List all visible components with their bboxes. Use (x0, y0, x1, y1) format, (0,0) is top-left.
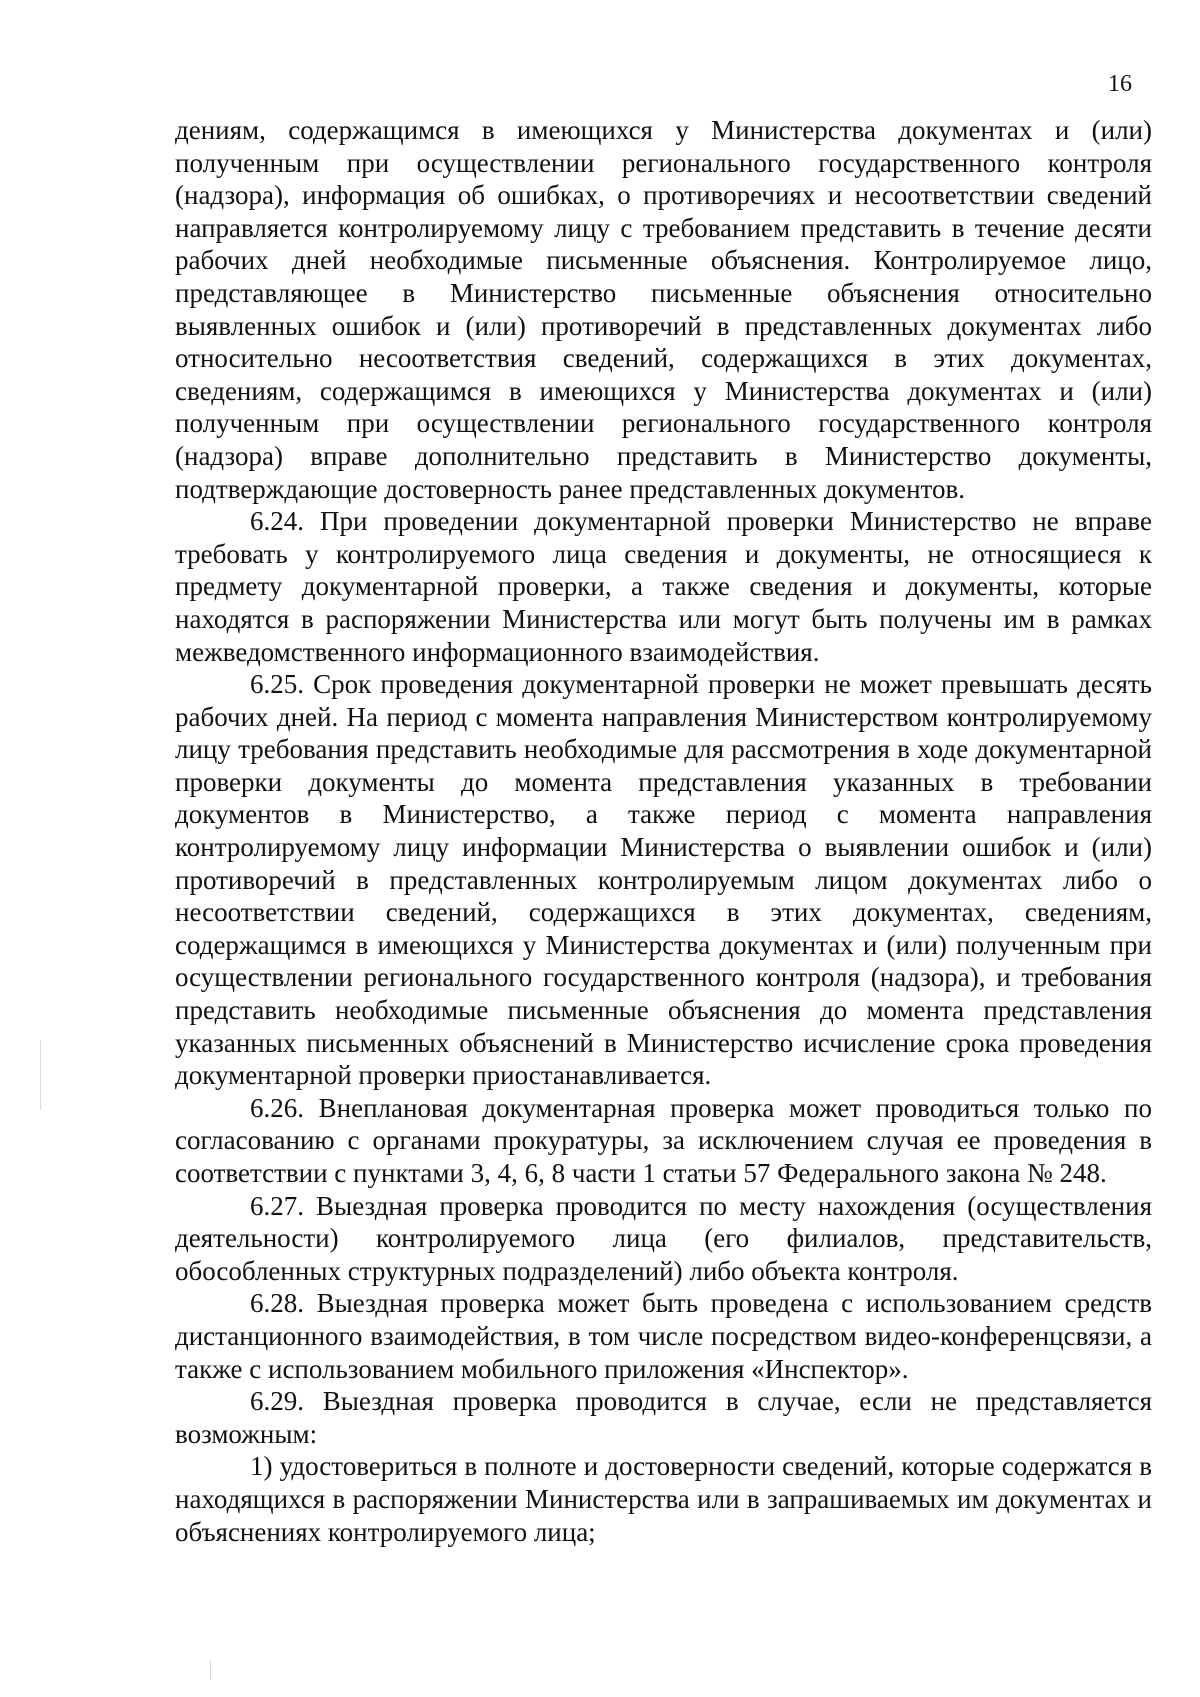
paragraph-6-25: 6.25. Срок проведения документарной проверки не может превышать десять рабочих дней. На период с момента направления Министерством контролируемому лицу требования представить необходимые для рассмотрения в ходе документарной проверки документы до момента представления указанных в требовании документов в Министерство, а также период с момента направления контролируемому лицу информации Министерства о выявлении ошибок и (или) противоречий в представленных контролируемым лицом документах либо о несоответствии сведений, содержащихся в этих документах, сведениям, содержащимся в имеющихся у Министерства документах и (или) полученным при осуществлении регионального государственного контроля (надзора), и требования представить необходимые письменные объяснения до момента представления указанных письменных объяснений в Министерство исчисление срока проведения документарной проверки приостанавливается. (175, 669, 1152, 1091)
paragraph-continuation: дениям, содержащимся в имеющихся у Министерства документах и (или) полученным при осуществлении регионального государственного контроля (надзора), информация об ошибках, о противоречиях и несоответствии сведений направляется контролируемому лицу с требованием представить в течение десяти рабочих дней необходимые письменные объяснения. Контролируемое лицо, представляющее в Министерство письменные объяснения относительно выявленных ошибок и (или) противоречий в представленных документах либо относительно несоответствия сведений, содержащихся в этих документах, сведениям, содержащимся в имеющихся у Министерства документах и (или) полученным при осуществлении регионального государственного контроля (надзора) вправе дополнительно представить в Министерство документы, подтверждающие достоверность ранее представленных документов. (175, 115, 1152, 504)
paragraph-6-27: 6.27. Выездная проверка проводится по месту нахождения (осуществления деятельности) контролируемого лица (его филиалов, представительств, обособленных структурных подразделений) либо объекта контроля. (175, 1190, 1152, 1286)
list-item-1: 1) удостовериться в полноте и достоверности сведений, которые содержатся в находящихся в распоряжении Министерства или в запрашиваемых им документах и объяснениях контролируемого лица; (175, 1451, 1152, 1547)
scan-artifact-line (40, 1040, 41, 1110)
paragraph-6-28: 6.28. Выездная проверка может быть проведена с использованием средств дистанционного взаимодействия, в том числе посредством видео-конференцсвязи, а также с использованием мобильного приложения «Инспектор». (175, 1288, 1152, 1384)
paragraph-6-26: 6.26. Внеплановая документарная проверка может проводиться только по согласованию с органами прокуратуры, за исключением случая ее проведения в соответствии с пунктами 3, 4, 6, 8 части 1 статьи 57 Федерального закона № 248. (175, 1092, 1152, 1188)
paragraph-6-24: 6.24. При проведении документарной проверки Министерство не вправе требовать у контролируемого лица сведения и документы, не относящиеся к предмету документарной проверки, а также сведения и документы, которые находятся в распоряжении Министерства или могут быть получены им в рамках межведомственного информационного взаимодействия. (175, 506, 1152, 667)
document-body (175, 114, 1152, 1548)
paragraph-6-29: 6.29. Выездная проверка проводится в случае, если не представляется возможным: (175, 1386, 1152, 1449)
page-number: 16 (1108, 71, 1132, 97)
scan-artifact-line (210, 1660, 211, 1680)
